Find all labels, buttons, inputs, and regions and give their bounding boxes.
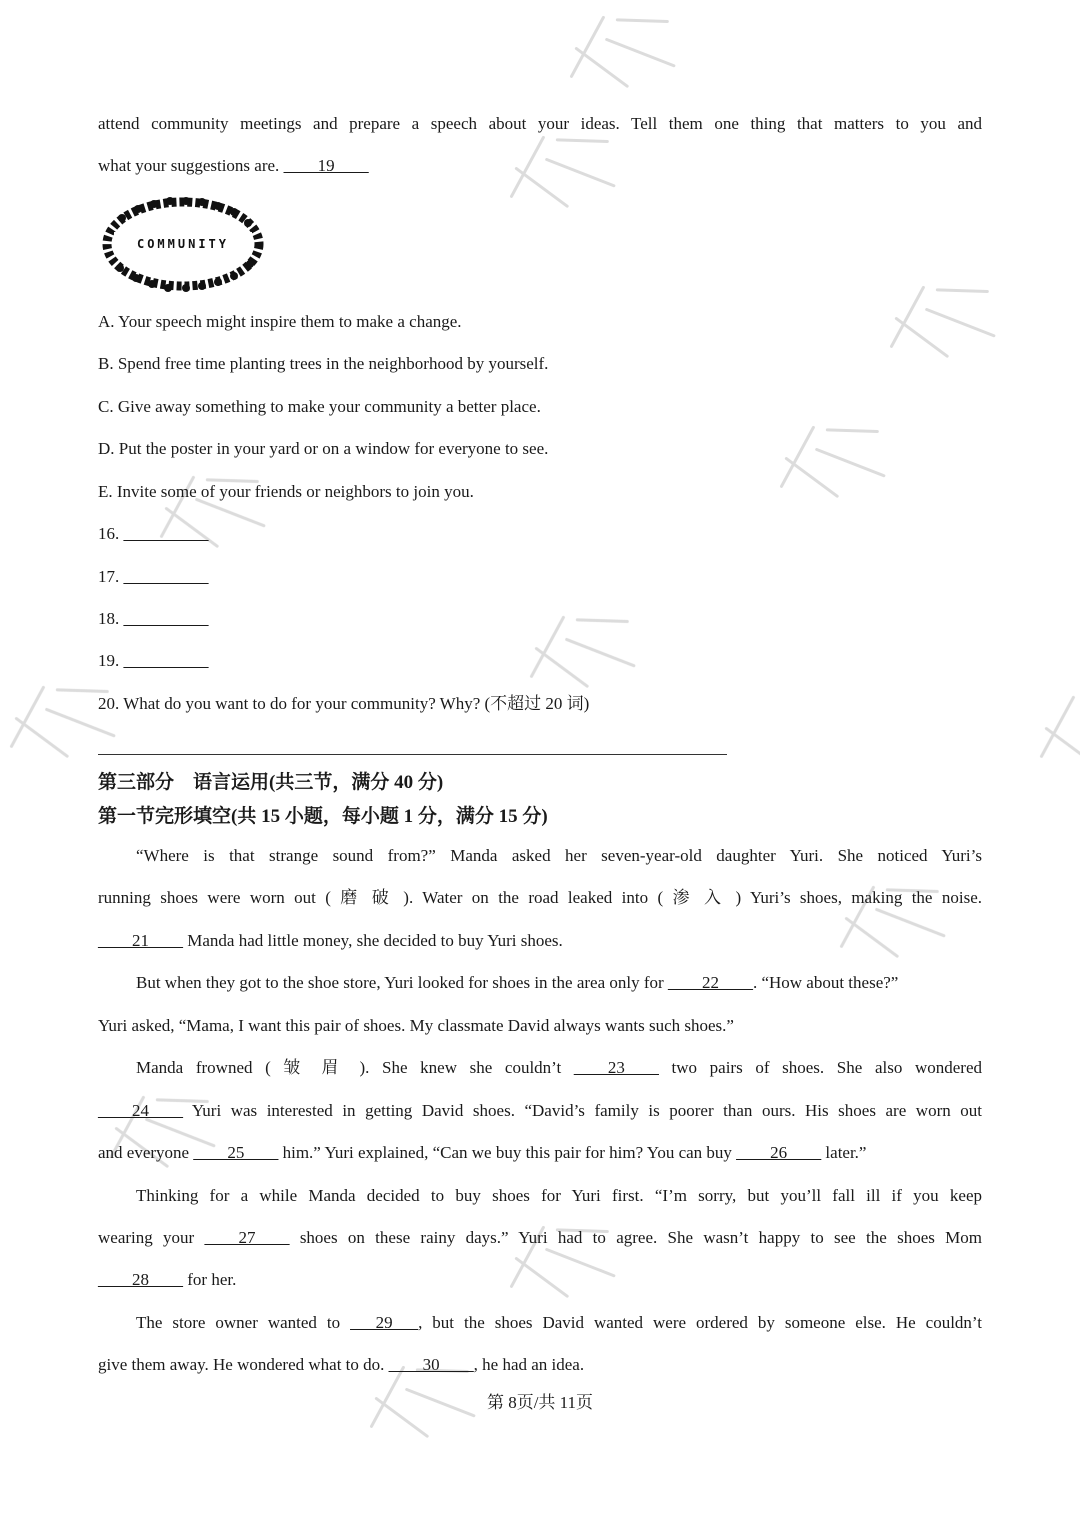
cloze-text: Yuri was interested in getting David shoes. “David’s family is poorer than ours. His shoes are worn out (183, 1101, 982, 1120)
answer-number: 17. (98, 567, 120, 586)
cloze-line (98, 1143, 982, 1163)
cloze-line (98, 973, 982, 993)
cloze-line (98, 931, 982, 951)
section-heading: 第三部分 语言运用(共三节，满分 40 分) (98, 772, 444, 793)
cloze-text: two pairs of shoes. She also wondered (658, 1058, 982, 1077)
blank-28: ____28____ (98, 1270, 183, 1289)
cloze-text: give them away. He wondered what to do. (98, 1355, 389, 1374)
cloze-line: running shoes were worn out ( 磨 破 ). Water on the road leaked into ( 渗 入 ) Yuri’s shoes, making the noise. (98, 888, 982, 907)
blank-30: ____30____ (388, 1355, 474, 1374)
cloze-text: But when they got to the shoe store, Yuri looked for shoes in the area only for (136, 973, 668, 992)
cloze-text: Manda frowned ( 皱 眉 ). She knew she couldn’t (136, 1058, 574, 1077)
cloze-line: Yuri asked, “Mama, I want this pair of shoes. My classmate David always wants such shoes.” (98, 1016, 734, 1035)
answer-blank[interactable]: __________ (123, 567, 209, 586)
answer-18[interactable] (98, 609, 982, 629)
answer-number: 16. (98, 524, 120, 543)
blank-24: ____24____ (98, 1101, 183, 1120)
cloze-line (98, 1270, 982, 1290)
cloze-text: wearing your (98, 1228, 205, 1247)
cloze-text: Manda had little money, she decided to buy Yuri shoes. (183, 931, 563, 950)
cloze-line (98, 1355, 982, 1375)
page-footer: 第 8页/共 11页 (486, 1393, 594, 1412)
cloze-line: Thinking for a while Manda decided to buy shoes for Yuri first. “I’m sorry, but you’ll fall ill if you keep (136, 1186, 982, 1205)
cloze-text: him.” Yuri explained, “Can we buy this pair for him? You can buy (278, 1143, 737, 1162)
cloze-text: , but the shoes David wanted were ordered by someone else. He couldn’t (418, 1313, 983, 1332)
answer-19[interactable] (98, 651, 982, 671)
cloze-text: later.” (821, 1143, 867, 1162)
blank-21: ____21____ (98, 931, 183, 950)
cloze-text: shoes on these rainy days.” Yuri had to agree. She wasn’t happy to see the shoes Mom (289, 1228, 982, 1247)
blank-27: ____27____ (204, 1228, 290, 1247)
blank-29: ___29___ (350, 1313, 419, 1332)
svg-text:COMMUNITY: COMMUNITY (136, 237, 230, 251)
cloze-line (98, 1058, 982, 1078)
cloze-text: . “How about these?” (752, 973, 899, 992)
answer-blank[interactable]: __________ (123, 524, 209, 543)
blank-26: ____26____ (736, 1143, 822, 1162)
cloze-line (98, 1313, 982, 1333)
answer-number: 18. (98, 609, 120, 628)
answer-17[interactable] (98, 567, 982, 587)
cloze-text: and everyone (98, 1143, 194, 1162)
cloze-text: for her. (183, 1270, 237, 1289)
cloze-text: , he had an idea. (473, 1355, 585, 1374)
cloze-text: The store owner wanted to (136, 1313, 351, 1332)
option-a: A. Your speech might inspire them to make a change. (98, 312, 462, 331)
cloze-line (98, 1228, 982, 1248)
answer-number: 19. (98, 651, 120, 670)
option-e: E. Invite some of your friends or neighbors to join you. (98, 482, 474, 501)
answer-line-20[interactable] (98, 754, 727, 755)
blank-19: ____19____ (283, 156, 369, 175)
passage-line: attend community meetings and prepare a speech about your ideas. Tell them one thing that matters to you and (98, 114, 982, 133)
passage-line (98, 156, 982, 176)
cloze-line: “Where is that strange sound from?” Manda asked her seven-year-old daughter Yuri. She noticed Yuri’s (136, 846, 982, 865)
option-d: D. Put the poster in your yard or on a window for everyone to see. (98, 439, 549, 458)
answer-16[interactable] (98, 524, 982, 544)
subsection-heading: 第一节完形填空(共 15 小题，每小题 1 分，满分 15 分) (98, 806, 548, 827)
option-b: B. Spend free time planting trees in the neighborhood by yourself. (98, 354, 549, 373)
blank-25: ____25____ (193, 1143, 279, 1162)
blank-22: ____22____ (667, 973, 753, 992)
answer-blank[interactable]: __________ (123, 651, 209, 670)
cloze-line (98, 1101, 982, 1121)
answer-blank[interactable]: __________ (123, 609, 209, 628)
community-logo-image (102, 196, 264, 292)
blank-23: ____23____ (573, 1058, 659, 1077)
option-c: C. Give away something to make your community a better place. (98, 397, 541, 416)
question-20: 20. What do you want to do for your community? Why? (不超过 20 词) (98, 694, 590, 713)
passage-text: what your suggestions are. (98, 156, 284, 175)
